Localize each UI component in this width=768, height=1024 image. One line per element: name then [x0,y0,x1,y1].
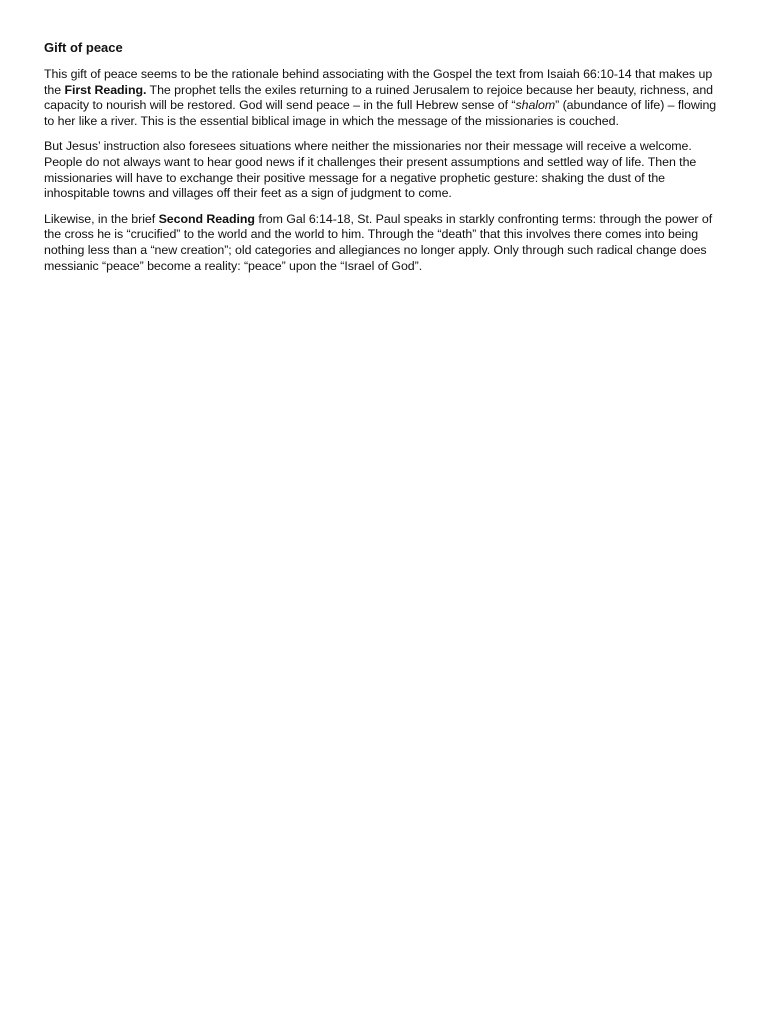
second-reading-label: Second Reading [158,211,255,226]
paragraph-text: from Gal 6:14-18, St. Paul speaks in starkly confronting terms: through the power of the cross he is “crucified” to the world and the world to him. Through the “death” that this involves there comes into being nothing less than a “new creation”; old categories and allegiances no longer apply. Only through such radical change does messianic “peace” become a reality: “peace” upon the “Israel of God”. [44,211,713,273]
paragraph-instruction [44,139,726,201]
document-body [44,40,726,284]
shalom-term: shalom [515,98,556,113]
paragraph-first-reading [44,67,726,129]
first-reading-label: First Reading. [64,82,147,97]
paragraph-text: This gift of peace seems to be the rationale behind associating with the Gospel the text from Isaiah 66:10-14 that makes up the [44,67,713,97]
section-heading: Gift of peace [44,40,123,55]
paragraph-text: But Jesus’ instruction also foresees situations where neither the missionaries nor their message will receive a welcome. People do not always want to hear good news if it challenges their present assumptions and settled way of life. Then the missionaries will have to exchange their positive message for a negative prophetic gesture: shaking the dust of the inhospitable towns and villages off their feet as a sign of judgment to come. [44,139,697,201]
paragraph-text: ” (abundance of life) – flowing to her like a river. This is the essential biblical image in which the message of the missionaries is couched. [44,98,717,128]
paragraph-text: Likewise, in the brief [44,211,159,226]
paragraph-text: The prophet tells the exiles returning to a ruined Jerusalem to rejoice because her beauty, richness, and capacity to nourish will be restored. God will send peace – in the full Hebrew sense of “ [44,82,713,113]
paragraph-second-reading [44,212,726,274]
